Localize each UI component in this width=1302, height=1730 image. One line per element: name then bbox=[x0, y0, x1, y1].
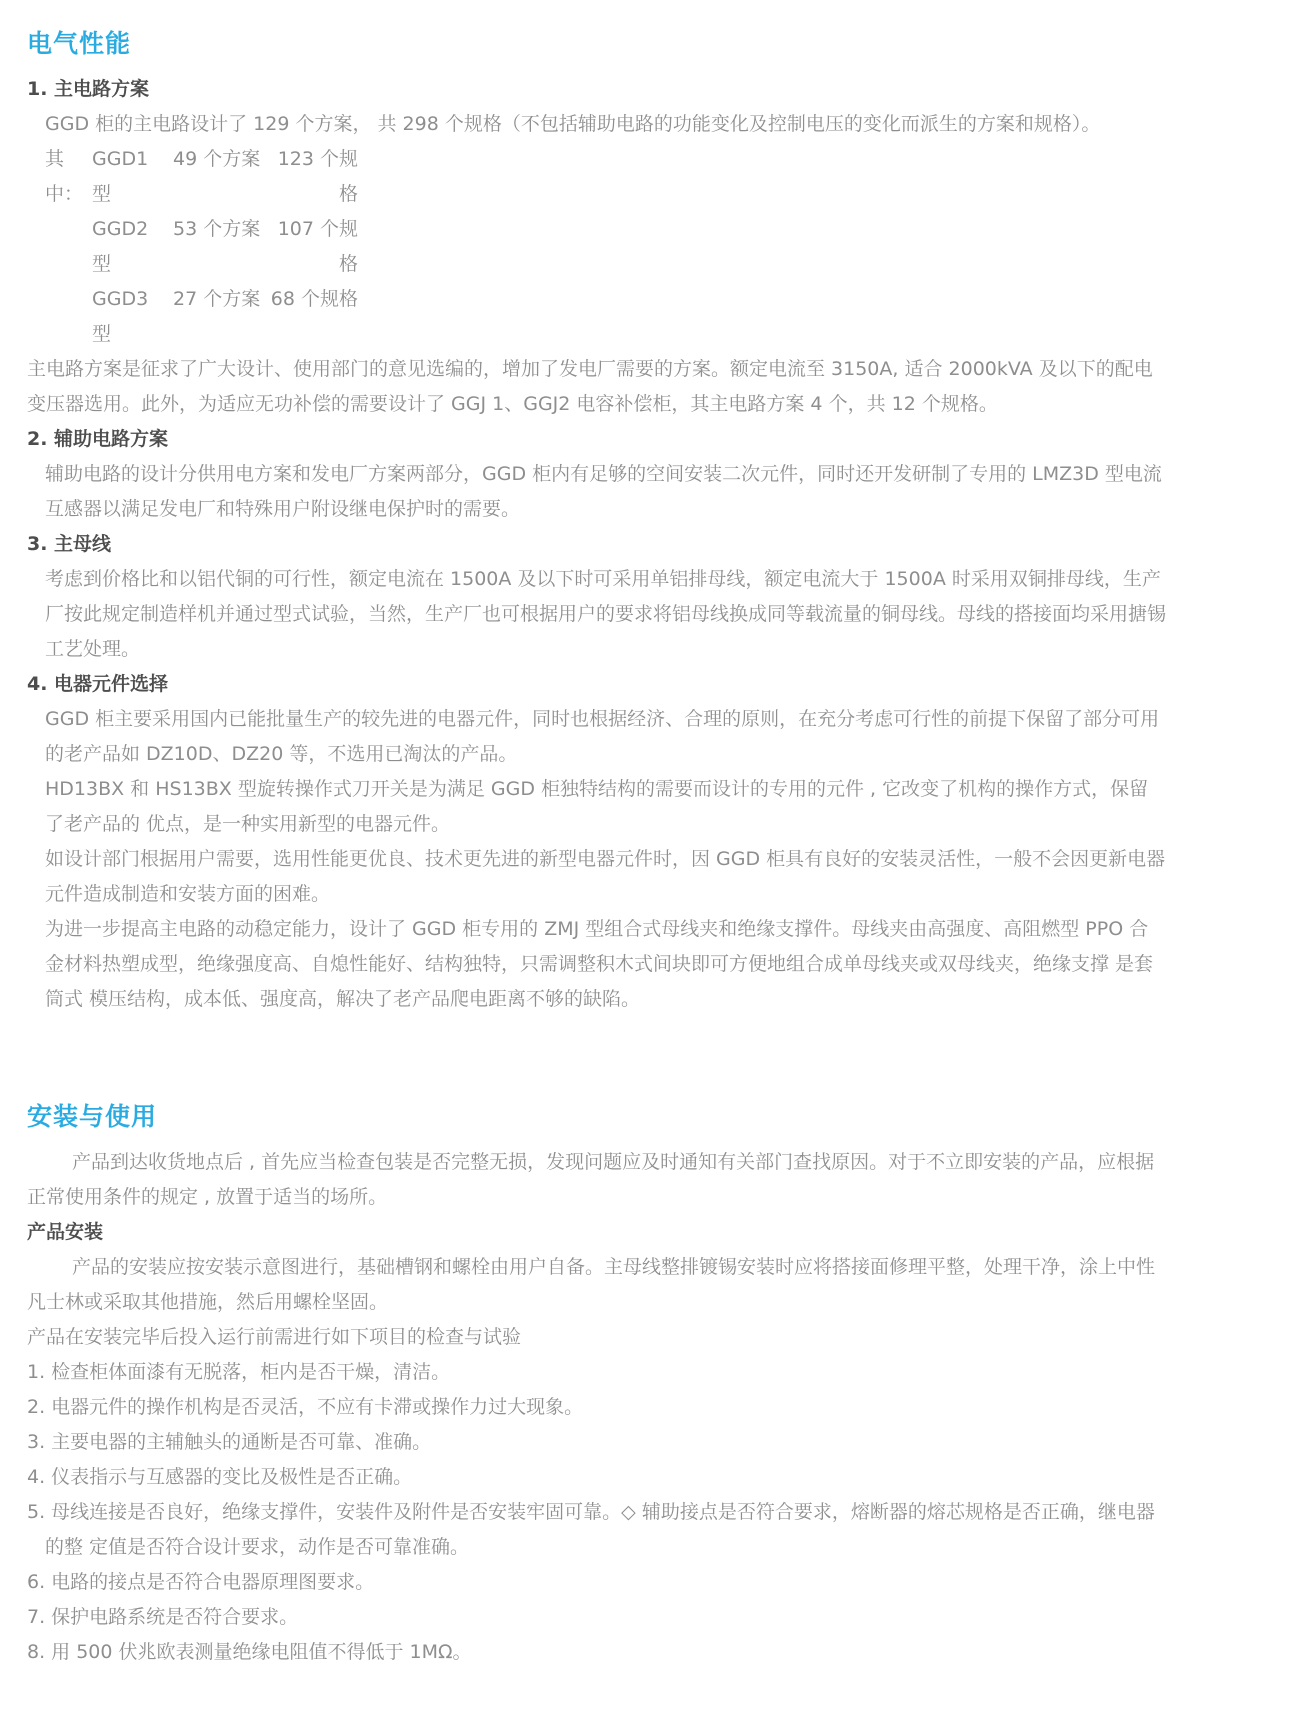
section-title-electrical-performance: 电气性能 bbox=[27, 29, 132, 58]
section-installation-use bbox=[27, 1097, 1167, 1670]
spec-plans: 49 个方案 bbox=[173, 148, 261, 170]
paragraph-installation-intro: 产品到达收货地点后 , 首先应当检查包装是否完整无损，发现问题应及时通知有关部门查找原因。对于不立即安装的产品，应根据正常使用条件的规定 , 放置于适当的场所。 bbox=[27, 1151, 1155, 1208]
check-item-5: 5. 母线连接是否良好，绝缘支撑件，安装件及附件是否安装牢固可靠。◇ 辅助接点是否符合要求，熔断器的熔芯规格是否正确，继电器的整 定值是否符合设计要求，动作是否可靠准确。 bbox=[27, 1501, 1155, 1558]
subheading-main-busbar: 3. 主母线 bbox=[27, 533, 112, 555]
paragraph-product-installation: 产品的安装应按安装示意图进行，基础槽钢和螺栓由用户自备。主母线整排镀锡安装时应将搭接面修理平整，处理干净，涂上中性凡士林或采取其他措施，然后用螺栓坚固。 bbox=[27, 1256, 1156, 1313]
paragraph-components-3: 如设计部门根据用户需要，选用性能更优良、技术更先进的新型电器元件时，因 GGD 柜具有良好的安装灵活性，一般不会因更新电器元件造成制造和安装方面的困难。 bbox=[45, 848, 1166, 905]
paragraph-aux-circuit: 辅助电路的设计分供用电方案和发电厂方案两部分，GGD 柜内有足够的空间安装二次元件，同时还开发研制了专用的 LMZ3D 型电流互感器以满足发电厂和特殊用户附设继电保护时的需要。 bbox=[45, 463, 1162, 520]
paragraph-components-2: HD13BX 和 HS13BX 型旋转操作式刀开关是为满足 GGD 柜独特结构的需要而设计的专用的元件 , 它改变了机构的操作方式，保留了老产品的 优点，是一种实用新型的电器元件。 bbox=[45, 778, 1149, 835]
section-title-installation-use: 安装与使用 bbox=[27, 1102, 158, 1131]
model-spec-row bbox=[27, 142, 1167, 212]
check-item-8: 8. 用 500 伏兆欧表测量绝缘电阻值不得低于 1MΩ。 bbox=[27, 1641, 472, 1663]
paragraph-main-circuit-intro: GGD 柜的主电路设计了 129 个方案， 共 298 个规格（不包括辅助电路的功能变化及控制电压的变化而派生的方案和规格）。 bbox=[45, 113, 1101, 135]
check-item-4: 4. 仪表指示与互感器的变比及极性是否正确。 bbox=[27, 1466, 413, 1488]
paragraph-components-1: GGD 柜主要采用国内已能批量生产的较先进的电器元件，同时也根据经济、合理的原则，在充分考虑可行性的前提下保留了部分可用的老产品如 DZ10D、DZ20 等，不选用已淘汰的产品。 bbox=[45, 708, 1160, 765]
subheading-product-installation: 产品安装 bbox=[27, 1221, 104, 1243]
check-item-3: 3. 主要电器的主辅触头的通断是否可靠、准确。 bbox=[27, 1431, 432, 1453]
paragraph-main-circuit-summary: 主电路方案是征求了广大设计、使用部门的意见选编的，增加了发电厂需要的方案。额定电流至 3150A, 适合 2000kVA 及以下的配电变压器选用。此外，为适应无功补偿的需要设计了 GGJ 1、GGJ2 电容补偿柜，其主电路方案 4 个，共 12 个规格。 bbox=[27, 358, 1153, 415]
model-spec-row bbox=[27, 212, 1167, 282]
check-item-7: 7. 保护电路系统是否符合要求。 bbox=[27, 1606, 299, 1628]
spec-model: GGD1 型 bbox=[92, 148, 149, 205]
spec-prefix bbox=[45, 282, 92, 352]
spec-model: GGD3 型 bbox=[92, 288, 149, 345]
paragraph-components-4: 为进一步提高主电路的动稳定能力，设计了 GGD 柜专用的 ZMJ 型组合式母线夹和绝缘支撑件。母线夹由高强度、高阻燃型 PPO 合金材料热塑成型，绝缘强度高、自熄性能好、结构独特，只需调整积木式间块即可方便地组合成单母线夹或双母线夹，绝缘支撑 是套筒式 模压结构，成本低、强度高，解决了老产品爬电距离不够的缺陷。 bbox=[45, 918, 1154, 1010]
subheading-component-selection: 4. 电器元件选择 bbox=[27, 673, 169, 695]
paragraph-checklist-intro: 产品在安装完毕后投入运行前需进行如下项目的检查与试验 bbox=[27, 1326, 522, 1348]
paragraph-main-busbar: 考虑到价格比和以铝代铜的可行性，额定电流在 1500A 及以下时可采用单铝排母线，额定电流大于 1500A 时采用双铜排母线，生产厂按此规定制造样机并通过型式试验，当然，生产厂也可根据用户的要求将铝母线换成同等载流量的铜母线。母线的搭接面均采用搪锡工艺处理。 bbox=[45, 568, 1167, 660]
spec-plans: 53 个方案 bbox=[173, 218, 261, 240]
check-item-2: 2. 电器元件的操作机构是否灵活，不应有卡滞或操作力过大现象。 bbox=[27, 1396, 584, 1418]
subheading-aux-circuit: 2. 辅助电路方案 bbox=[27, 428, 169, 450]
document bbox=[27, 24, 1167, 1670]
spec-prefix: 其中： bbox=[45, 148, 84, 205]
section-electrical-performance bbox=[27, 24, 1167, 1017]
check-item-6: 6. 电路的接点是否符合电器原理图要求。 bbox=[27, 1571, 375, 1593]
spec-plans: 27 个方案 bbox=[173, 288, 261, 310]
model-spec-row bbox=[27, 282, 1167, 352]
spec-prefix bbox=[45, 212, 92, 282]
spec-model: GGD2 型 bbox=[92, 218, 149, 275]
spec-specs: 107 个规格 bbox=[277, 218, 358, 275]
subheading-main-circuit: 1. 主电路方案 bbox=[27, 78, 150, 100]
check-item-1: 1. 检查柜体面漆有无脱落，柜内是否干燥，清洁。 bbox=[27, 1361, 451, 1383]
spec-specs: 123 个规格 bbox=[277, 148, 358, 205]
spec-specs: 68 个规格 bbox=[270, 288, 358, 310]
